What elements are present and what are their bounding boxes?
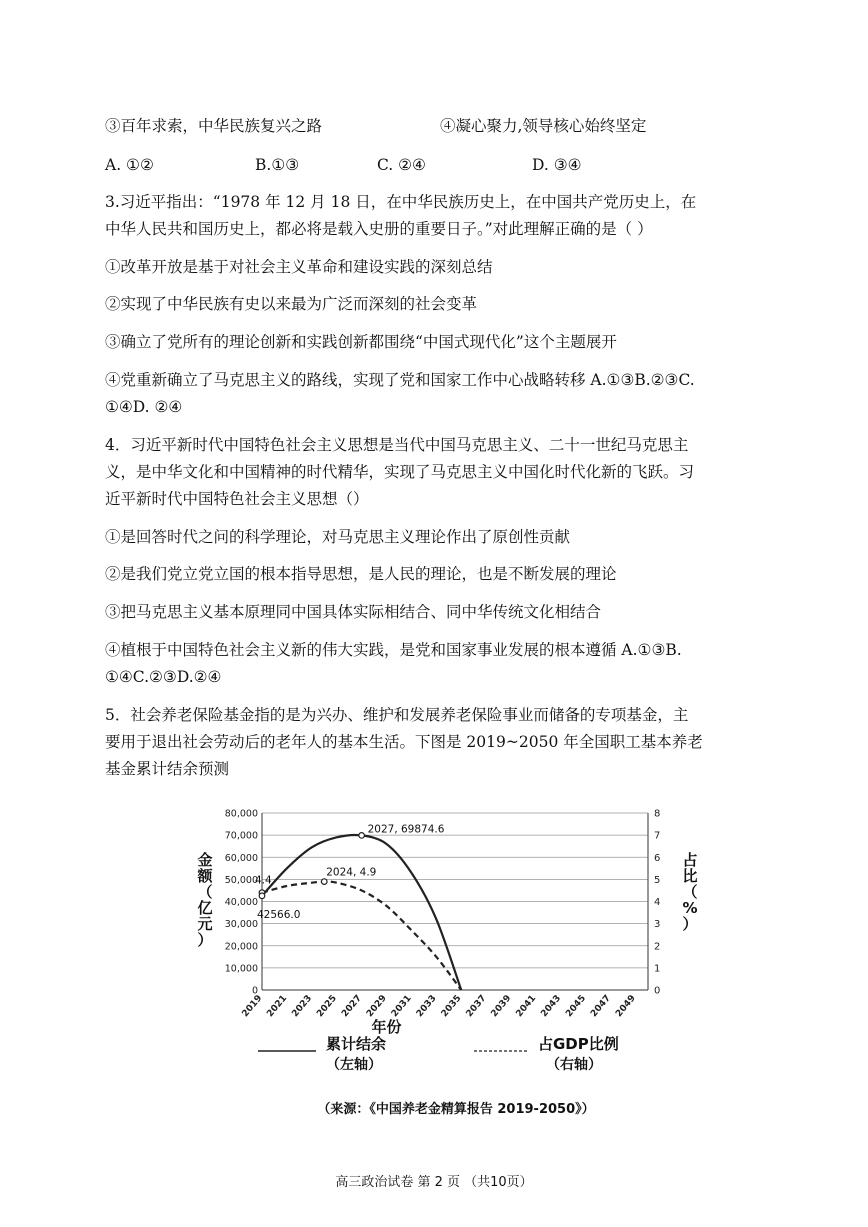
data-label: 2027, 69874.6 — [367, 823, 445, 836]
data-label: 2024, 4.9 — [326, 866, 377, 879]
q2-choice-c: C. ②④ — [377, 156, 426, 174]
y-right-axis-title: 占 — [682, 851, 698, 869]
q4-stem-line-3: 近平新时代中国特色社会主义思想（） — [105, 490, 369, 508]
y-left-axis-title: ） — [197, 931, 213, 949]
legend-axis-right: （右轴） — [546, 1057, 602, 1073]
x-tick-label: 2047 — [589, 993, 613, 1020]
q2-choice-b: B.①③ — [255, 156, 300, 174]
x-tick-label: 2021 — [265, 993, 290, 1020]
q4-item-1: ①是回答时代之问的科学理论，对马克思主义理论作出了原创性贡献 — [105, 528, 571, 546]
y-left-axis-title: 金 — [197, 851, 213, 869]
q3-stem-line-1: 3.习近平指出：“1978 年 12 月 18 日，在中华民族历史上，在中国共产党历史上，在 — [105, 193, 697, 211]
x-tick-label: 2027 — [340, 993, 364, 1020]
y-left-tick-label: 0 — [251, 985, 258, 997]
x-tick-label: 2045 — [564, 993, 589, 1020]
x-tick-label: 2019 — [240, 993, 265, 1020]
x-tick-label: 2029 — [365, 993, 389, 1020]
x-tick-label: 2025 — [315, 993, 340, 1020]
y-right-axis-title: （ — [682, 883, 698, 901]
y-right-tick-label: 3 — [654, 919, 661, 931]
y-right-tick-label: 1 — [654, 963, 661, 975]
y-left-tick-label: 60,000 — [224, 852, 258, 864]
q3-item-1: ①改革开放是基于对社会主义革命和建设实践的深刻总结 — [105, 258, 493, 276]
y-right-tick-label: 8 — [654, 808, 661, 820]
x-tick-label: 2037 — [464, 993, 489, 1020]
q3-item-3: ③确立了党所有的理论创新和实践创新都围绕“中国式现代化”这个主题展开 — [105, 333, 617, 351]
y-right-tick-label: 2 — [654, 941, 661, 953]
q5-stem-line-2: 要用于退出社会劳动后的老年人的基本生活。下图是 2019~2050 年全国职工基本养老 — [105, 733, 703, 751]
data-label: 42566.0 — [257, 908, 301, 921]
page-footer: 高三政治试卷 第 2 页 （共10页） — [335, 1175, 533, 1190]
pension-fund-chart — [196, 795, 716, 1125]
label-layer — [196, 823, 697, 1117]
x-tick-label: 2033 — [414, 993, 439, 1020]
q4-item-4-line-1: ④植根于中国特色社会主义新的伟大实践，是党和国家事业发展的根本遵循 A.①③B. — [105, 641, 682, 659]
data-point-marker — [321, 879, 327, 885]
grid-layer — [262, 813, 648, 990]
legend-label-gdp: 占GDP比例 — [538, 1035, 619, 1053]
y-left-tick-label: 70,000 — [224, 830, 258, 842]
x-axis-title: 年份 — [371, 1018, 402, 1036]
y-right-tick-label: 6 — [654, 852, 661, 864]
y-right-tick-label: 5 — [654, 874, 661, 886]
x-tick-label: 2039 — [489, 993, 514, 1020]
y-left-tick-label: 40,000 — [224, 897, 258, 908]
legend-axis-left: （左轴） — [326, 1057, 382, 1073]
x-tick-label: 2035 — [439, 993, 464, 1020]
y-left-tick-label: 10,000 — [224, 963, 258, 975]
q3-item-2: ②实现了中华民族有史以来最为广泛而深刻的社会变革 — [105, 295, 478, 313]
x-tick-label: 2049 — [614, 993, 638, 1020]
y-right-tick-label: 0 — [654, 985, 661, 997]
gdp-ratio-line — [262, 882, 461, 990]
q4-item-2: ②是我们党立党立国的根本指导思想，是人民的理论，也是不断发展的理论 — [105, 565, 617, 583]
x-tick-label: 2031 — [389, 993, 414, 1020]
y-right-axis-title: ） — [682, 915, 698, 933]
data-point-marker — [359, 833, 365, 839]
y-left-axis-title: 亿 — [197, 899, 213, 917]
q5-stem-line-1: 5．社会养老保险基金指的是为兴办、维护和发展养老保险事业而储备的专项基金，主 — [105, 706, 689, 724]
y-right-tick-label: 7 — [654, 830, 661, 842]
y-right-axis-title: 比 — [682, 867, 698, 885]
q2-options-row1 — [105, 113, 647, 139]
legend-label-balance: 累计结余 — [326, 1035, 387, 1053]
q4-item-4-line-2: ①④C.②③D.②④ — [105, 668, 222, 686]
data-point-marker — [259, 893, 265, 899]
y-right-tick-label: 4 — [654, 897, 661, 908]
y-left-tick-label: 80,000 — [224, 808, 258, 820]
y-left-axis-title: （ — [197, 883, 213, 901]
x-tick-label: 2043 — [539, 993, 564, 1020]
q4-item-3: ③把马克思主义基本原理同中国具体实际相结合、同中华传统文化相结合 — [105, 603, 602, 621]
x-tick-label: 2023 — [290, 993, 315, 1020]
y-left-axis-title: 元 — [197, 915, 213, 933]
q2-item-4: ④凝心聚力,领导核心始终坚定 — [440, 117, 647, 135]
chart-source: （来源：《中国养老金精算报告 2019-2050》） — [317, 1102, 595, 1117]
x-tick-label: 2041 — [514, 993, 539, 1020]
q4-stem-line-1: 4．习近平新时代中国特色社会主义思想是当代中国马克思主义、二十一世纪马克思主 — [105, 436, 689, 454]
y-left-tick-label: 50,000 — [224, 874, 258, 886]
q2-choices — [105, 152, 582, 178]
q3-stem-line-2: 中华人民共和国历史上，都必将是载入史册的重要日子。”对此理解正确的是（ ） — [105, 220, 653, 238]
y-left-axis-title: 额 — [197, 867, 213, 885]
q5-stem-line-3: 基金累计结余预测 — [105, 760, 230, 778]
q4-stem-line-2: 义，是中华文化和中国精神的时代精华，实现了马克思主义中国化时代化新的飞跃。习 — [105, 463, 695, 481]
data-label: 4.4 — [255, 874, 272, 887]
y-left-tick-label: 20,000 — [224, 941, 258, 953]
y-right-axis-title: % — [682, 899, 698, 917]
q2-item-3: ③百年求索，中华民族复兴之路 — [105, 117, 323, 135]
q3-item-4-line-1: ④党重新确立了马克思主义的路线，实现了党和国家工作中心战略转移 A.①③B.②③C. — [105, 371, 695, 389]
q2-choice-d: D. ③④ — [532, 156, 582, 174]
y-left-tick-label: 30,000 — [224, 919, 258, 931]
q3-item-4-line-2: ①④D. ②④ — [105, 398, 183, 416]
q2-choice-a: A. ①② — [105, 156, 154, 174]
